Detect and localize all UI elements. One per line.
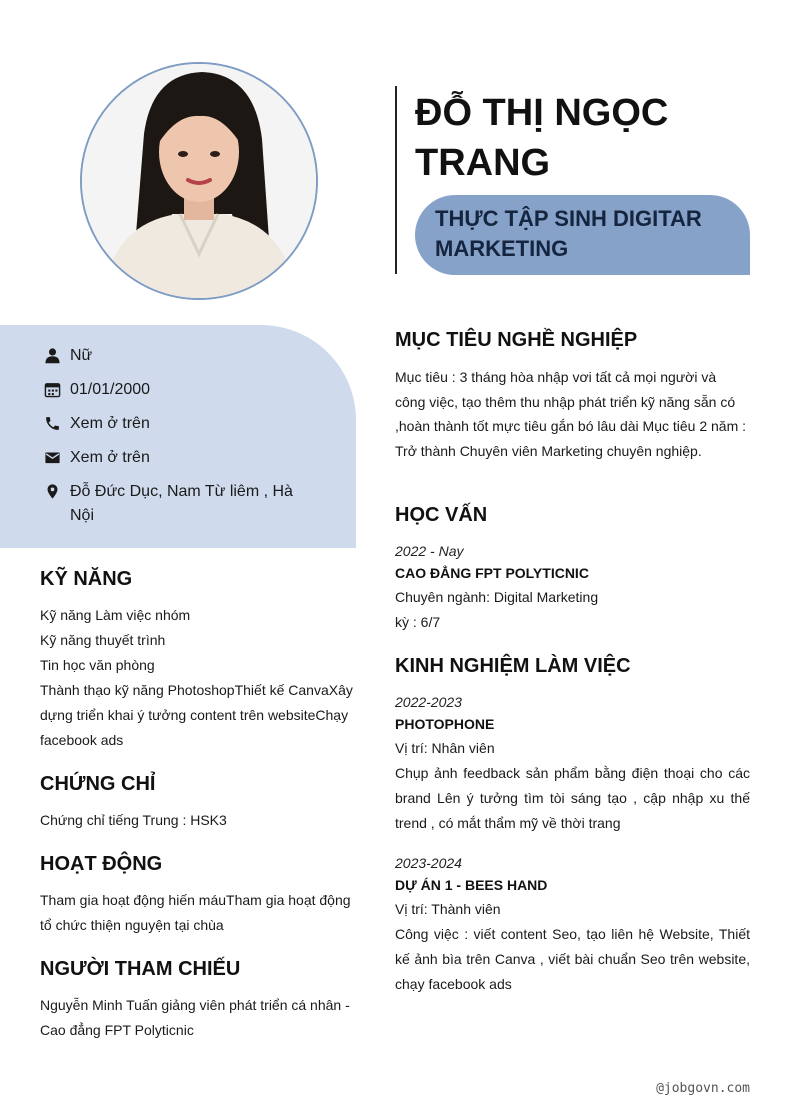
phone-icon [44,415,61,432]
objective-text: Mục tiêu : 3 tháng hòa nhập vơi tất cả mọi người và công việc, tạo thêm thu nhập phát triển kỹ năng sẵn có ,hoàn thành tốt mực tiêu gắn bó lâu dài Mục tiêu 2 năm : Trở thành Chuyên viên Marketing chuyên nghiệp. [395,369,747,459]
education-major: Chuyên ngành: Digital Marketing [395,589,599,605]
footer-watermark: @jobgovn.com [656,1081,750,1096]
certificates-heading: CHỨNG CHỈ [40,773,156,795]
activities-text: Tham gia hoạt động hiến máuTham gia hoạt động tổ chức thiện nguyện tại chùa [40,892,351,933]
person-icon [44,347,61,364]
activities-heading: HOẠT ĐỘNG [40,853,163,875]
contact-gender [44,344,304,368]
address-value: Đỗ Đức Dục, Nam Từ liêm , Hà Nội [70,483,293,524]
contact-email [44,446,304,470]
job-date: 2022-2023 [395,694,462,710]
email-value: Xem ở trên [70,449,150,466]
education-term: kỳ : 6/7 [395,614,441,630]
skill-item: Thành thạo kỹ năng PhotoshopThiết kế CanvaXây dựng triển khai ý tưởng content trên websiteChạy facebook ads [40,682,353,748]
skill-item: Kỹ năng thuyết trình [40,632,166,648]
experience-heading: KINH NGHIỆM LÀM VIỆC [395,655,631,677]
skill-item: Tin học văn phòng [40,657,155,673]
mail-icon [44,449,61,466]
skills-list [40,603,356,753]
job-description: Chụp ảnh feedback sản phẩm bằng điện thoại cho các brand Lên ý tưởng tìm tòi sáng tạo , cập nhập xu thế trend , có mắt thẩm mỹ về thời trang [395,765,750,831]
location-pin-icon [44,483,61,500]
job-position: Vị trí: Nhân viên [395,740,495,756]
certificates-text: Chứng chỉ tiếng Trung : HSK3 [40,812,227,828]
contact-address [44,480,304,528]
job-position: Vị trí: Thành viên [395,901,501,917]
job-company: PHOTOPHONE [395,716,495,732]
job-description: Công việc : viết content Seo, tạo liên hệ Website, Thiết kế ảnh bìa trên Canva , viết bài chuẩn Seo trên website, chạy facebook ads [395,926,750,992]
birthday-value: 01/01/2000 [70,381,151,398]
job-company: DỰ ÁN 1 - BEES HAND [395,877,548,893]
education-heading: HỌC VẤN [395,504,488,526]
references-text: Nguyễn Minh Tuấn giảng viên phát triển cá nhân - Cao đẳng FPT Polyticnic [40,997,350,1038]
contact-phone [44,412,304,436]
references-heading: NGƯỜI THAM CHIẾU [40,958,241,980]
objective-heading: MỤC TIÊU NGHỀ NGHIỆP [395,329,638,351]
skill-item: Kỹ năng Làm việc nhóm [40,607,191,623]
profile-photo [80,62,318,300]
name-accent-bar [395,86,397,274]
calendar-icon [44,381,61,398]
skills-heading: KỸ NĂNG [40,568,133,590]
avatar-illustration [82,64,316,298]
education-date: 2022 - Nay [395,543,464,559]
contact-birthday [44,378,304,402]
gender-value: Nữ [70,347,93,364]
education-school: CAO ĐẲNG FPT POLYTICNIC [395,565,589,581]
candidate-name: ĐỖ THỊ NGỌC TRANG [415,92,669,184]
experience-entry [395,692,750,836]
phone-value: Xem ở trên [70,415,150,432]
experience-entry [395,853,750,997]
job-title-badge: THỰC TẬP SINH DIGITAR MARKETING [415,195,750,275]
job-date: 2023-2024 [395,855,462,871]
education-entry [395,541,750,635]
